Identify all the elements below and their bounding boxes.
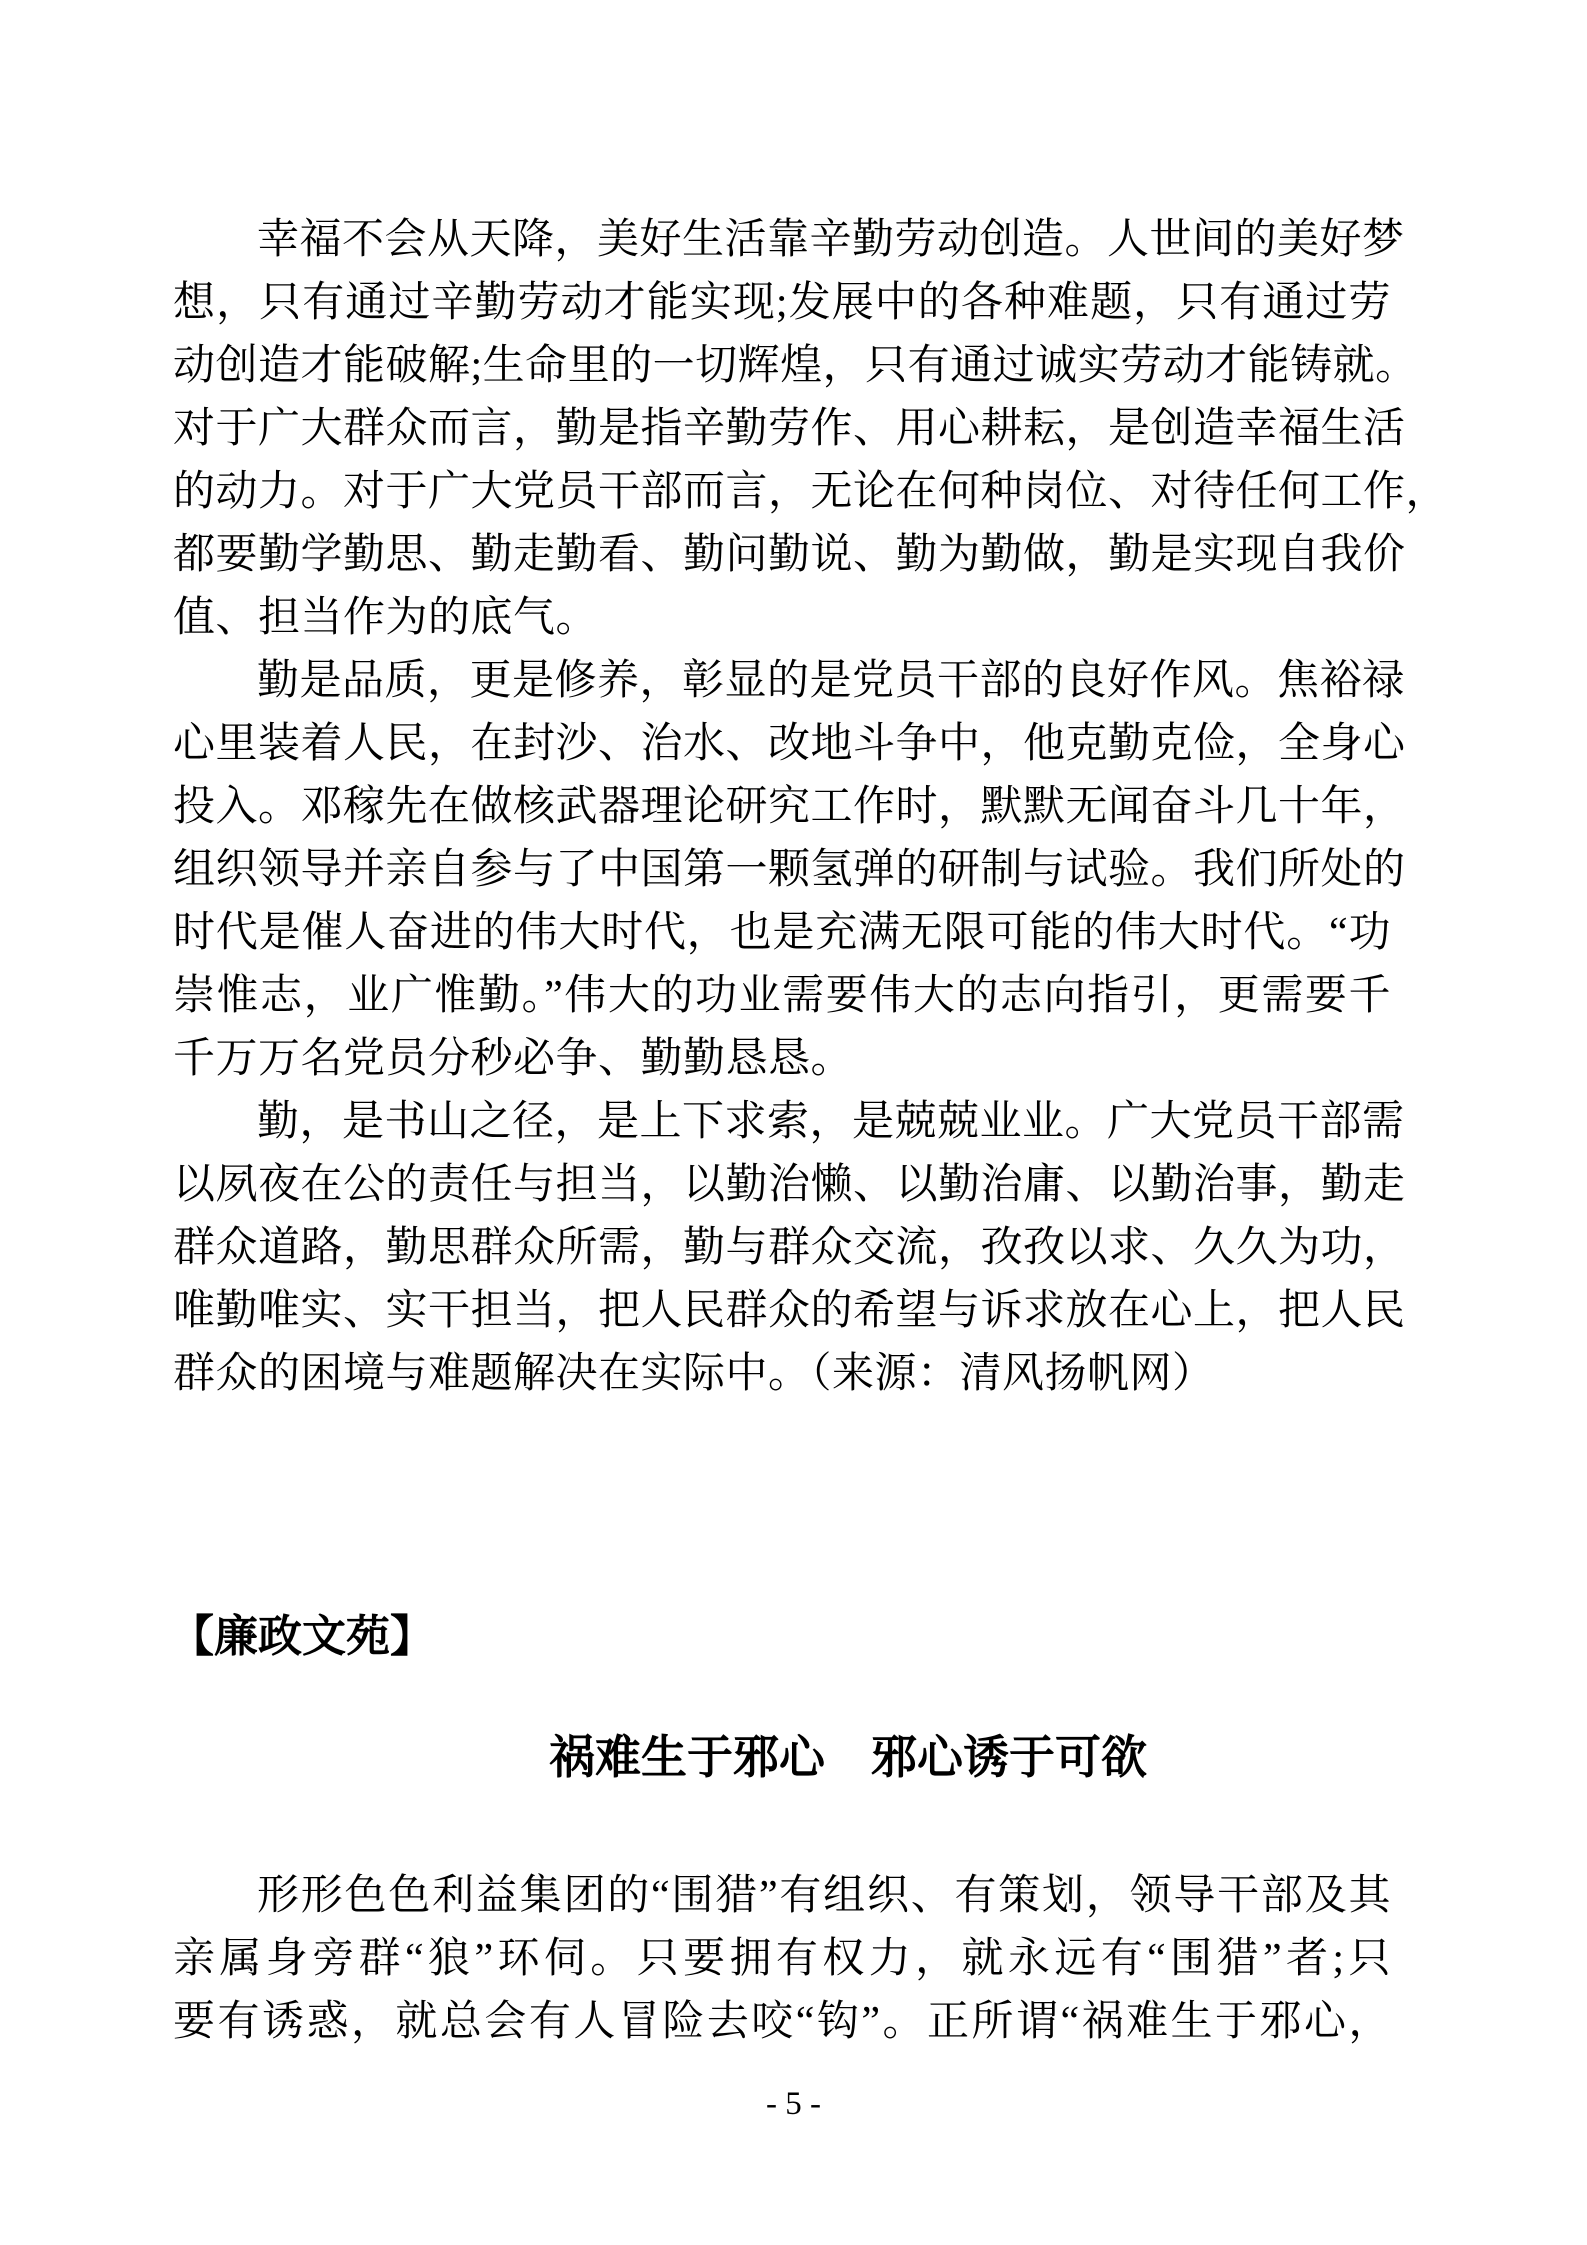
body-line: 亲属身旁群“狼”环伺。只要拥有权力，就永远有“围猎”者;只	[173, 1936, 1391, 1982]
body-line: 心里装着人民，在封沙、治水、改地斗争中，他克勤克俭，全身心	[173, 721, 1406, 767]
section-header: 【廉政文苑】	[170, 1612, 434, 1661]
article-body-qin	[173, 209, 1449, 1406]
body-line: 唯勤唯实、实干担当，把人民群众的希望与诉求放在心上，把人民	[173, 1288, 1406, 1334]
body-line: 的动力。对于广大党员干部而言，无论在何种岗位、对待任何工作，	[173, 469, 1449, 515]
body-line: 投入。邓稼先在做核武器理论研究工作时，默默无闻奋斗几十年，	[173, 784, 1406, 830]
body-line: 对于广大群众而言，勤是指辛勤劳作、用心耕耘，是创造幸福生活	[173, 406, 1406, 452]
body-line: 时代是催人奋进的伟大时代，也是充满无限可能的伟大时代。“功	[173, 910, 1391, 956]
body-line: 想，只有通过辛勤劳动才能实现;发展中的各种难题，只有通过劳	[173, 280, 1391, 326]
page-number: - 5 -	[766, 2086, 821, 2122]
body-line: 组织领导并亲自参与了中国第一颗氢弹的研制与试验。我们所处的	[173, 847, 1406, 893]
body-line: 动创造才能破解;生命里的一切辉煌，只有通过诚实劳动才能铸就。	[173, 343, 1418, 389]
body-line: 千万万名党员分秒必争、勤勤恳恳。	[173, 1036, 854, 1082]
body-line: 形形色色利益集团的“围猎”有组织、有策划，领导干部及其	[257, 1873, 1391, 1919]
article-title: 祸难生于邪心 邪心诱于可欲	[549, 1732, 1147, 1783]
body-line: 崇惟志，业广惟勤。”伟大的功业需要伟大的志向指引，更需要千	[173, 973, 1391, 1019]
body-line: 幸福不会从天降，美好生活靠辛勤劳动创造。人世间的美好梦	[257, 217, 1405, 263]
body-line: 群众道路，勤思群众所需，勤与群众交流，孜孜以求、久久为功，	[173, 1225, 1406, 1271]
body-line: 勤是品质，更是修养，彰显的是党员干部的良好作风。焦裕禄	[257, 658, 1405, 704]
article-body-huo	[173, 1865, 1391, 2054]
body-line: 要有诱惑，就总会有人冒险去咬“钩”。正所谓“祸难生于邪心，	[173, 1999, 1391, 2045]
body-line: 群众的困境与难题解决在实际中。（来源：清风扬帆网）	[173, 1351, 1215, 1397]
body-line: 值、担当作为的底气。	[173, 595, 599, 641]
body-line: 勤，是书山之径，是上下求索，是兢兢业业。广大党员干部需	[257, 1099, 1405, 1145]
body-line: 以夙夜在公的责任与担当，以勤治懒、以勤治庸、以勤治事，勤走	[173, 1162, 1406, 1208]
body-line: 都要勤学勤思、勤走勤看、勤问勤说、勤为勤做，勤是实现自我价	[173, 532, 1406, 578]
